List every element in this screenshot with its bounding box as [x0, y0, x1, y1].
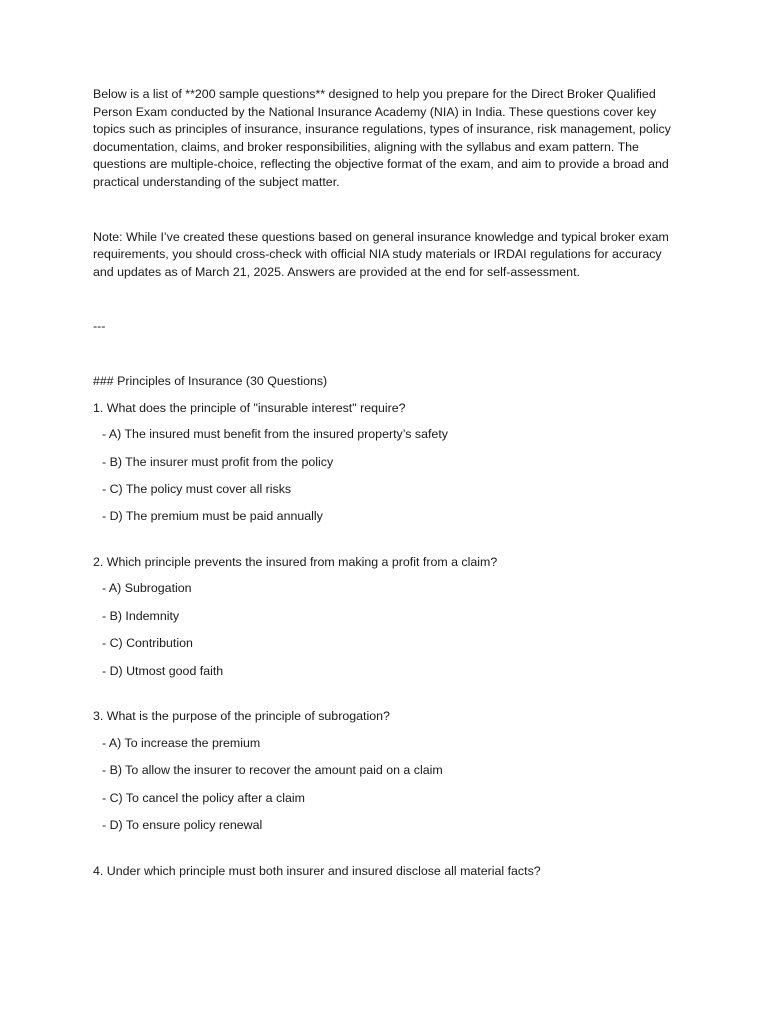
question-block: [93, 708, 683, 834]
question-block: [93, 400, 683, 526]
option-item: - C) Contribution: [102, 636, 193, 651]
question-block: [93, 554, 683, 680]
option-item: - C) To cancel the policy after a claim: [102, 790, 305, 805]
question-text: 3. What is the purpose of the principle of subrogation?: [93, 709, 390, 724]
question-text: 2. Which principle prevents the insured from making a profit from a claim?: [93, 554, 498, 569]
option-item: - A) To increase the premium: [102, 735, 261, 750]
section-heading: ### Principles of Insurance (30 Questions): [93, 373, 328, 388]
option-item: - D) The premium must be paid annually: [102, 509, 323, 524]
option-list: [93, 426, 683, 526]
question-block: [93, 863, 683, 881]
option-item: - B) To allow the insurer to recover the amount paid on a claim: [102, 763, 443, 778]
question-text: 4. Under which principle must both insurer and insured disclose all material facts?: [93, 863, 541, 878]
option-list: [93, 580, 683, 680]
option-item: - A) Subrogation: [102, 581, 192, 596]
horizontal-divider: ---: [93, 319, 106, 334]
option-item: - D) To ensure policy renewal: [102, 818, 263, 833]
document-page: [93, 86, 683, 908]
option-list: [93, 735, 683, 835]
note-paragraph: Note: While I’ve created these questions based on general insurance knowledge and typical broker exam requirements, you should cross-check with official NIA study materials or IRDAI regulations for accuracy and updates as of March 21, 2025. Answers are provided at the end for self-assessment.: [93, 229, 669, 279]
question-text: 1. What does the principle of "insurable interest" require?: [93, 400, 406, 415]
option-item: - C) The policy must cover all risks: [102, 481, 292, 496]
option-item: - D) Utmost good faith: [102, 663, 224, 678]
option-item: - B) The insurer must profit from the policy: [102, 454, 334, 469]
intro-paragraph: Below is a list of **200 sample questions** designed to help you prepare for the Direct Broker Qualified Person Exam conducted by the National Insurance Academy (NIA) in India. These questions cover key topics such as principles of insurance, insurance regulations, types of insurance, risk management, policy documentation, claims, and broker responsibilities, aligning with the syllabus and exam pattern. The questions are multiple-choice, reflecting the objective format of the exam, and aim to provide a broad and practical understanding of the subject matter.: [93, 87, 671, 189]
option-item: - A) The insured must benefit from the insured property’s safety: [102, 427, 448, 442]
option-item: - B) Indemnity: [102, 608, 180, 623]
